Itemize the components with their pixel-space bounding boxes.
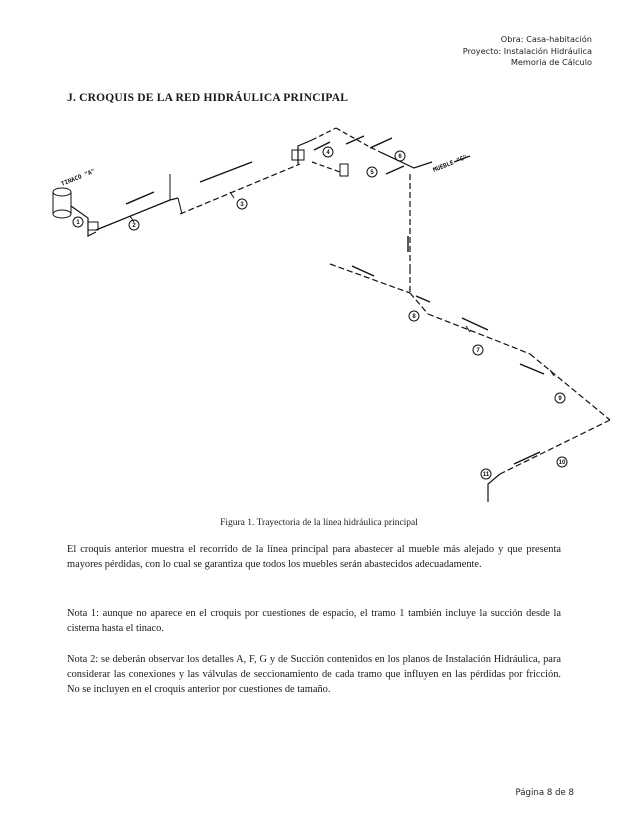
node-3: 3 <box>240 202 244 208</box>
dimension-marks <box>126 136 544 464</box>
header-obra: Obra: Casa-habitación <box>500 34 592 44</box>
paragraph-note-2: Nota 2: se deberán observar los detalles A, F, G y de Succión contenidos en los planos de Instalación Hidráulica, para considerar las conexiones y las válvulas de seccionamiento de cada tramo que influyen en las pérdidas por fricción. No se incluyen en el croquis anterior por cuestiones de tamaño. <box>67 654 561 696</box>
hydraulic-sketch-figure <box>30 118 620 518</box>
node-7: 7 <box>476 348 480 354</box>
tinaco-label: TINACO "A" <box>60 167 97 188</box>
node-9: 9 <box>558 396 562 402</box>
section-title: J. CROQUIS DE LA RED HIDRÁULICA PRINCIPAL <box>67 92 349 104</box>
header-memoria: Memoria de Cálculo <box>510 57 592 68</box>
node-6: 6 <box>398 154 402 160</box>
page-number: Página 8 de 8 <box>515 788 574 798</box>
header-proyecto: Proyecto: Instalación Hidráulica <box>462 45 592 56</box>
node-11: 11 <box>482 472 490 478</box>
figure-caption: Figura 1. Trayectoria de la línea hidráulica principal <box>220 518 418 528</box>
document-header <box>463 34 592 69</box>
paragraph-description: El croquis anterior muestra el recorrido de la línea principal para abastecer al mueble más alejado y que presenta mayores pérdidas, con lo cual se garantiza que todos los muebles serán abastecidos adecuadamente. <box>67 544 561 571</box>
node-2: 2 <box>132 223 136 229</box>
section-number-markers <box>73 147 567 479</box>
node-8: 8 <box>412 314 416 320</box>
paragraph-note-1: Nota 1: aunque no aparece en el croquis por cuestiones de espacio, el tramo 1 también incluye la succión desde la cisterna hasta el tinaco. <box>67 608 561 635</box>
node-5: 5 <box>370 170 374 176</box>
node-1: 1 <box>76 220 80 226</box>
node-4: 4 <box>326 150 330 156</box>
hydraulic-sketch <box>30 118 620 518</box>
mueble-c-label: MUEBLE "C" <box>432 153 469 174</box>
tinaco-tank <box>53 188 71 218</box>
node-10: 10 <box>558 460 566 466</box>
